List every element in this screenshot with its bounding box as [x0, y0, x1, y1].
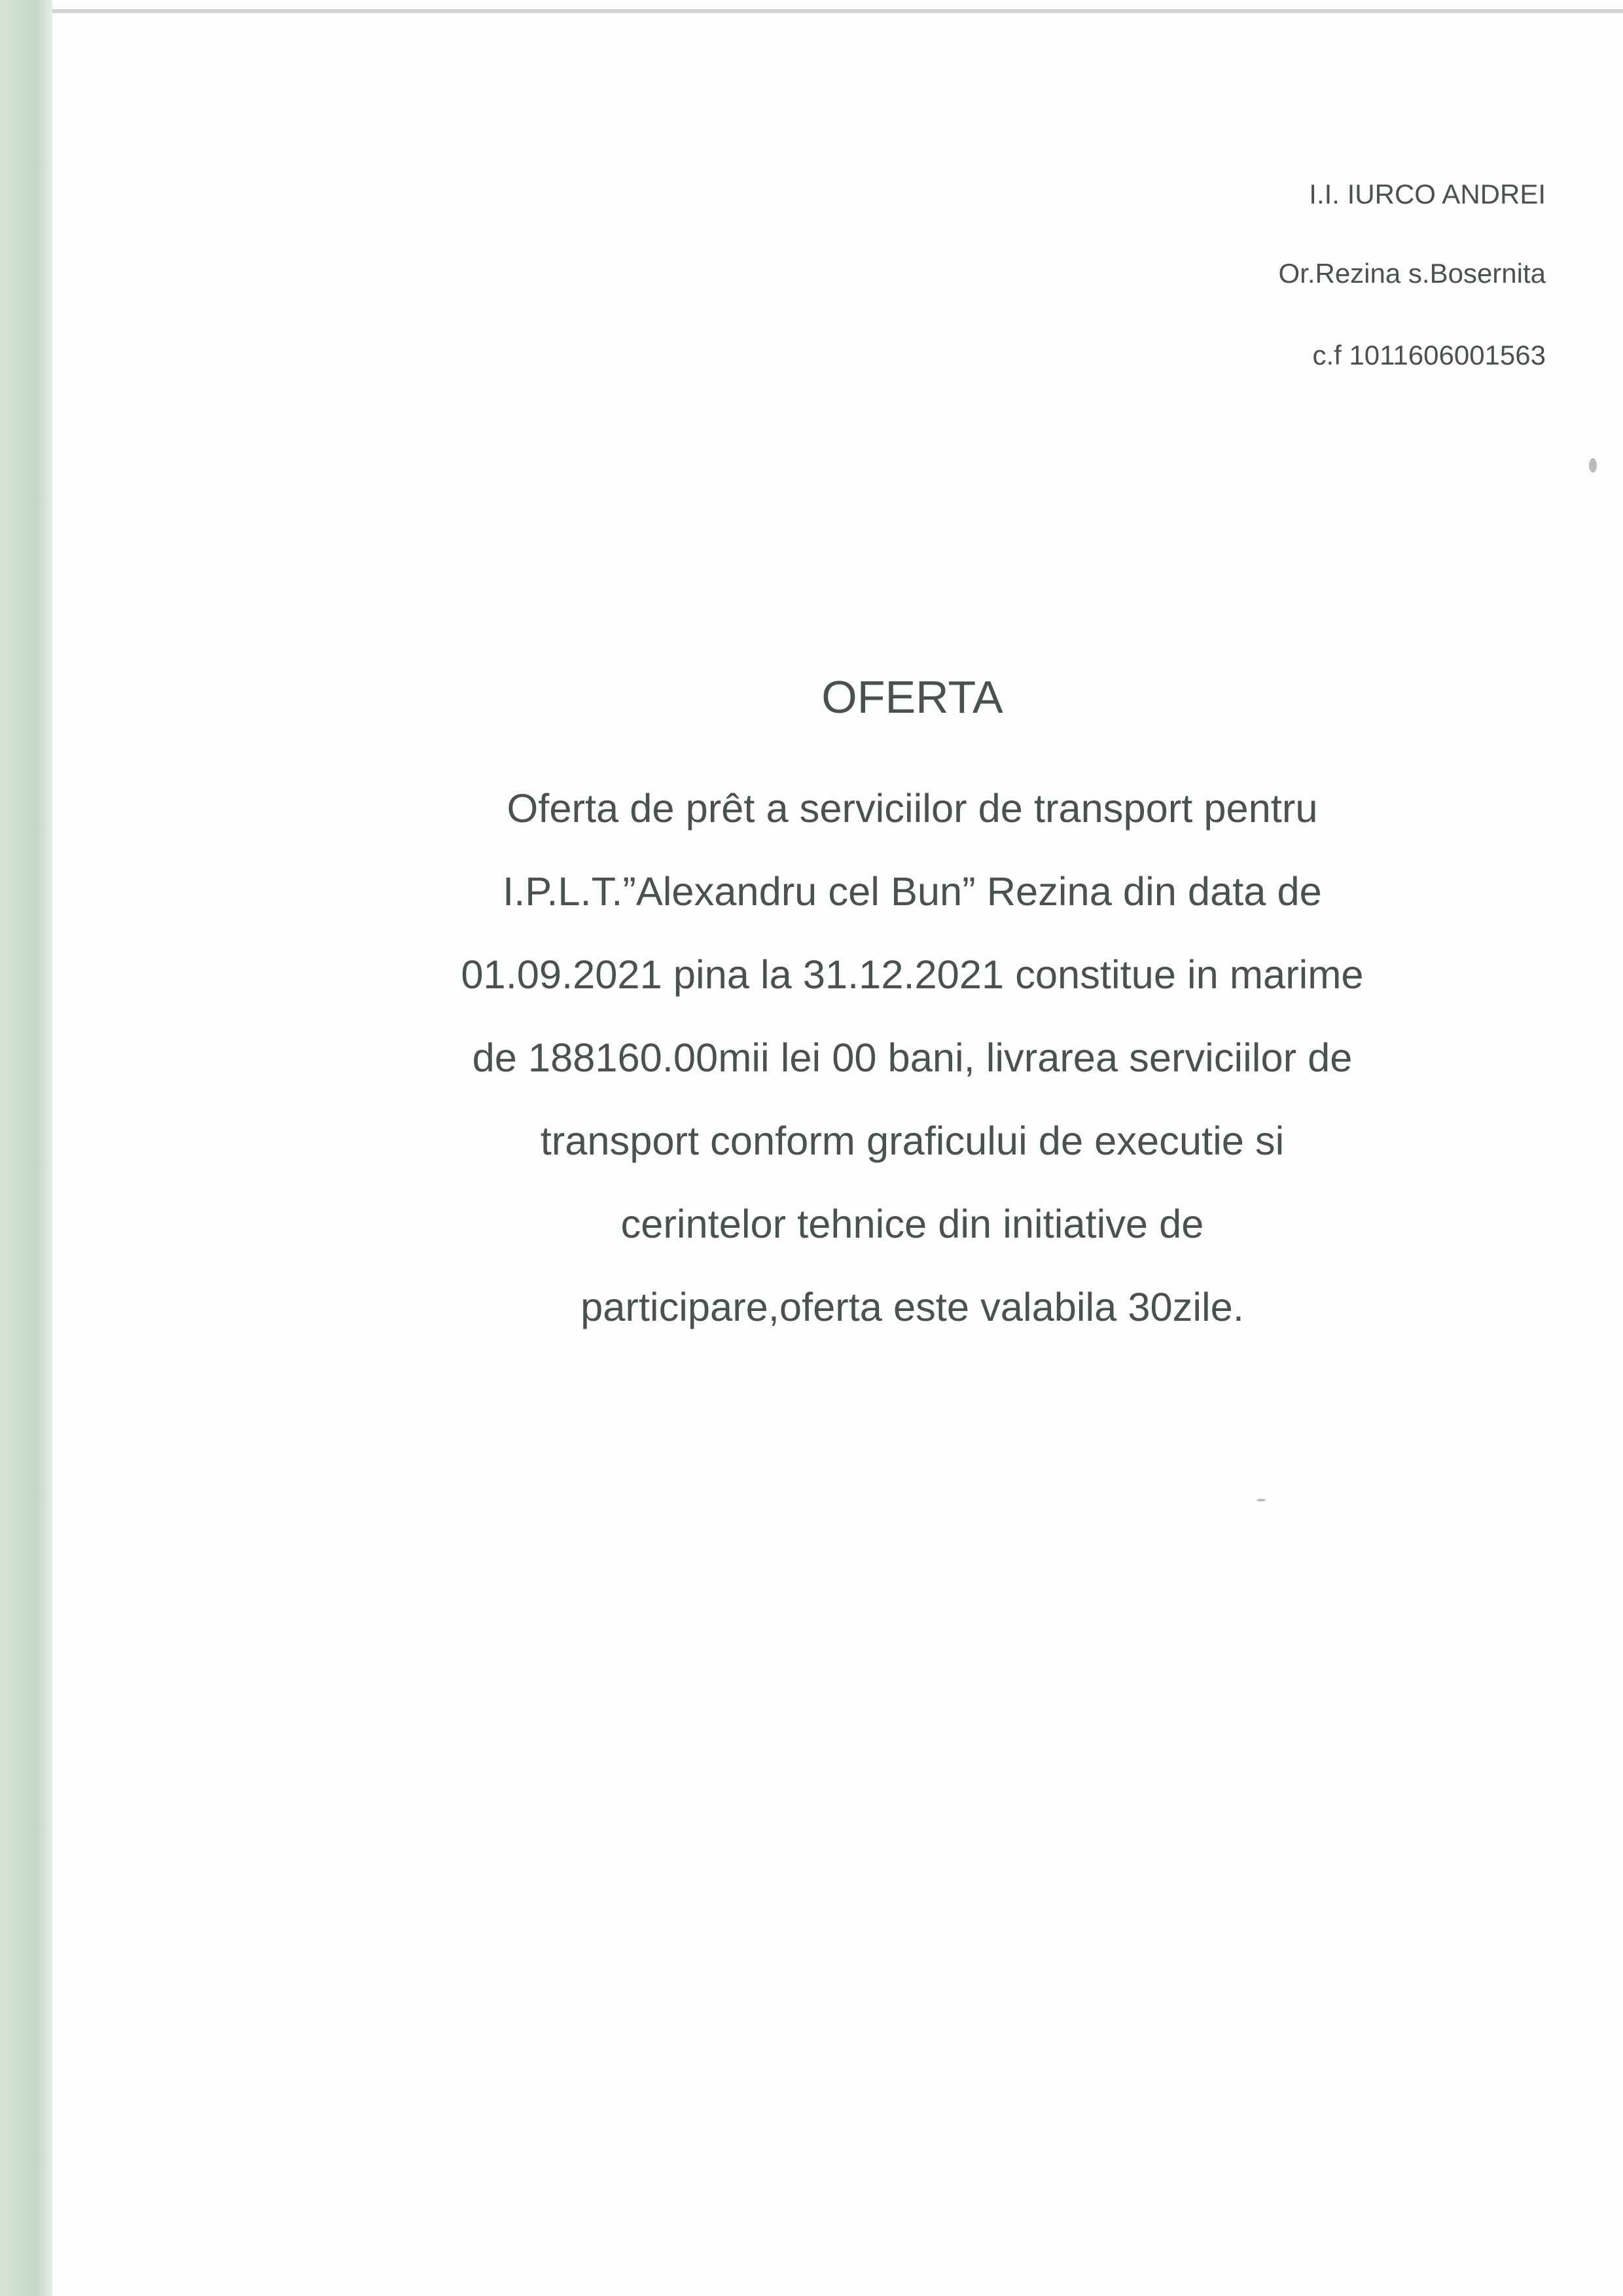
offer-line: de 188160.00mii lei 00 bani, livrarea serviciilor de: [472, 1035, 1353, 1081]
offer-line: I.P.L.T.”Alexandru cel Bun” Rezina din data de: [503, 869, 1322, 914]
offer-line: 01.09.2021 pina la 31.12.2021 constitue in marime: [461, 952, 1364, 997]
offer-line: participare,oferta este valabila 30zile.: [580, 1285, 1244, 1330]
company-address: Or.Rezina s.Bosernita: [1278, 258, 1546, 289]
scan-speck: [1589, 458, 1597, 473]
scan-top-edge: [52, 9, 1623, 13]
fiscal-code: c.f 1011606001563: [1312, 340, 1546, 370]
offer-line: transport conform graficului de executie si: [540, 1119, 1285, 1164]
scan-speck: [1257, 1499, 1266, 1501]
offer-line: Oferta de prêt a serviciilor de transport pentru: [507, 786, 1318, 831]
document-title: OFERTA: [821, 672, 1003, 723]
company-name: I.I. IURCO ANDREI: [1309, 179, 1546, 209]
offer-line: cerintelor tehnice din initiative de: [620, 1202, 1204, 1247]
offer-body: [196, 767, 1623, 1349]
scan-edge-strip: [0, 0, 52, 2296]
